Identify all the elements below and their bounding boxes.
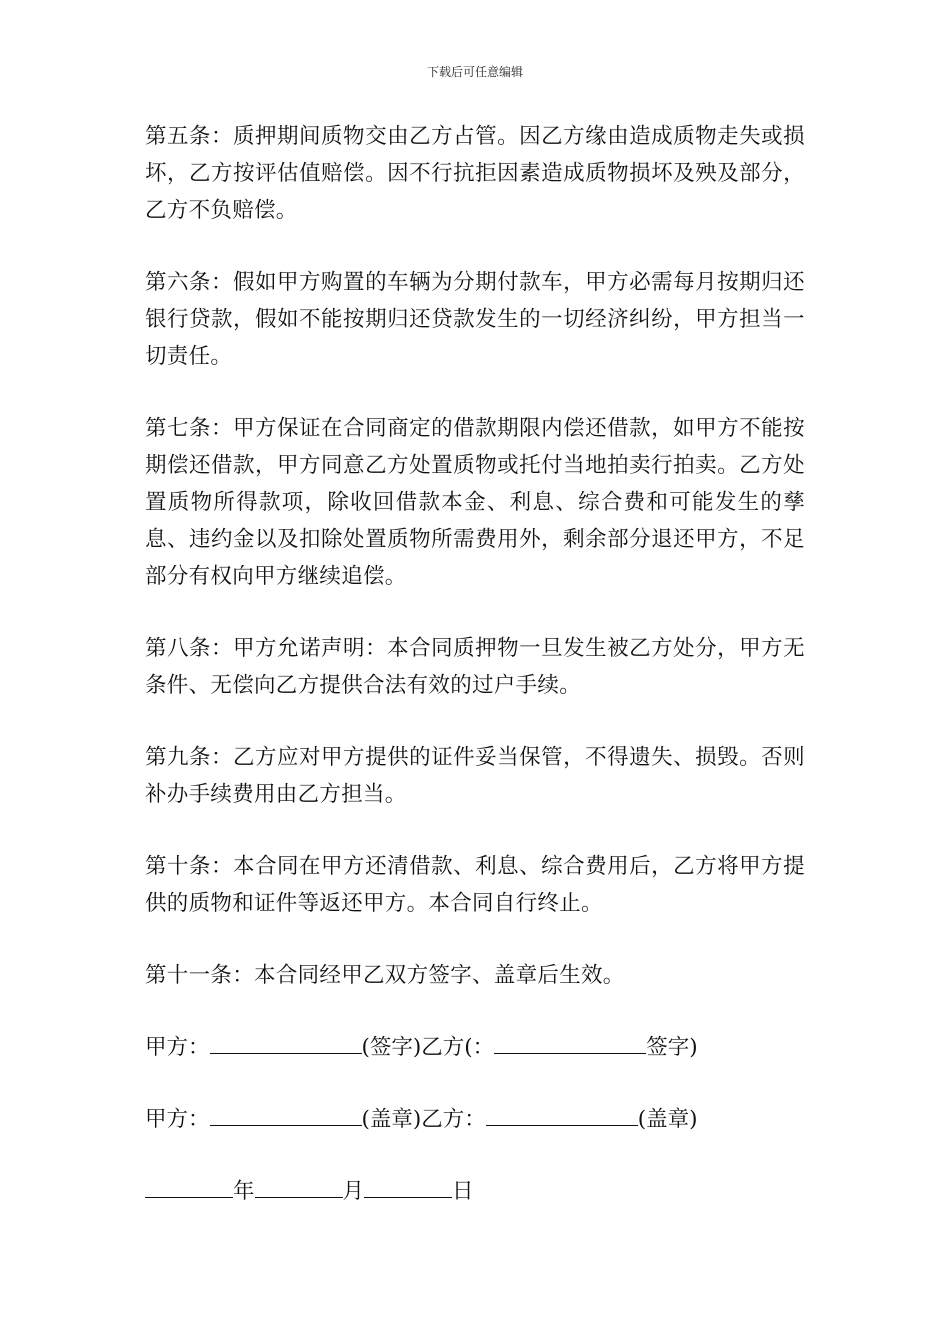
- seal-line: [145, 1101, 805, 1138]
- year-blank[interactable]: [145, 1175, 233, 1198]
- article-7: 第七条：甲方保证在合同商定的借款期限内偿还借款，如甲方不能按期偿还借款，甲方同意乙方处置质物或托付当地拍卖行拍卖。乙方处置质物所得款项，除收回借款本金、利息、综合费和可能发生的孳息、违约金以及扣除处置质物所需费用外，剩余部分退还甲方，不足部分有权向甲方继续追偿。: [145, 416, 805, 589]
- party-b-seal-blank[interactable]: [486, 1103, 638, 1126]
- party-b-signature-blank[interactable]: [494, 1031, 646, 1054]
- article-10: 第十条：本合同在甲方还清借款、利息、综合费用后，乙方将甲方提供的质物和证件等返还甲方。本合同自行终止。: [145, 854, 805, 916]
- party-a-label: 甲方：: [145, 1035, 210, 1060]
- party-a-seal-label: 甲方：: [145, 1107, 210, 1132]
- seal-a-label: (盖章)乙方：: [361, 1107, 486, 1132]
- signature-line: [145, 1029, 805, 1066]
- contract-body: [145, 118, 805, 1245]
- party-a-signature-blank[interactable]: [210, 1031, 362, 1054]
- month-blank[interactable]: [255, 1175, 343, 1198]
- day-label: 日: [452, 1179, 474, 1204]
- article-6: 第六条：假如甲方购置的车辆为分期付款车，甲方必需每月按期归还银行贷款，假如不能按期归还贷款发生的一切经济纠纷，甲方担当一切责任。: [145, 270, 805, 369]
- date-line: [145, 1173, 805, 1210]
- year-label: 年: [233, 1179, 255, 1204]
- sign-a-label: (签字)乙方(：: [361, 1035, 495, 1060]
- seal-b-label: (盖章): [637, 1107, 698, 1132]
- month-label: 月: [342, 1179, 365, 1204]
- article-5: 第五条：质押期间质物交由乙方占管。因乙方缘由造成质物走失或损坏，乙方按评估值赔偿。因不行抗拒因素造成质物损坏及殃及部分，乙方不负赔偿。: [145, 124, 805, 223]
- party-a-seal-blank[interactable]: [210, 1103, 362, 1126]
- header-note: 下载后可任意编辑: [426, 65, 523, 79]
- sign-b-label: 签字): [646, 1035, 698, 1060]
- day-blank[interactable]: [364, 1175, 452, 1198]
- article-8: 第八条：甲方允诺声明：本合同质押物一旦发生被乙方处分，甲方无条件、无偿向乙方提供合法有效的过户手续。: [145, 636, 805, 698]
- article-11: 第十一条：本合同经甲乙双方签字、盖章后生效。: [145, 963, 625, 988]
- article-9: 第九条：乙方应对甲方提供的证件妥当保管，不得遗失、损毁。否则补办手续费用由乙方担当。: [145, 745, 805, 807]
